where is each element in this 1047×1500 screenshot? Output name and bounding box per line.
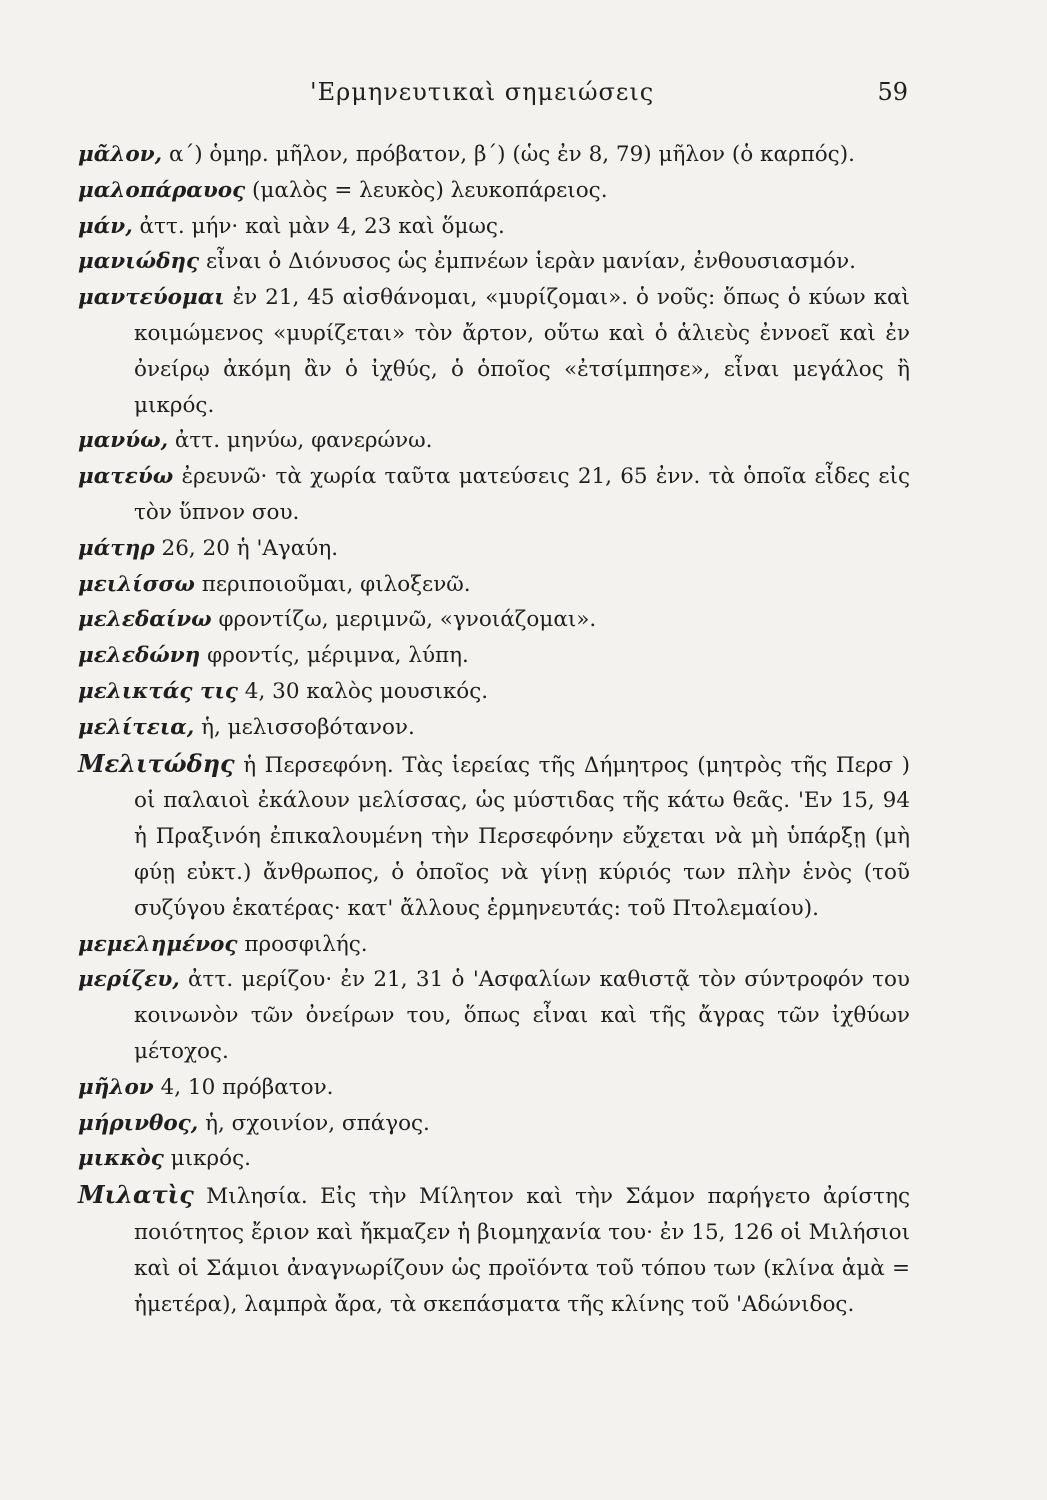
headword: ματεύω (78, 464, 174, 490)
glossary-entry-meilisso (78, 567, 910, 603)
definition: προσφιλής. (237, 931, 368, 957)
glossary-entry-mikkos (78, 1141, 910, 1177)
page-header (78, 78, 908, 118)
headword: μικκὸς (78, 1146, 164, 1172)
definition: ἡ Περσεφόνη. Τὰς ἱερείας τῆς Δήμητρος (μητρὸς τῆς Περσ ) οἱ παλαιοὶ ἐκάλουν μελίσσας, ὡς μύστιδας τῆς κάτω θεᾶς. 'Εν 15, 94 ἡ Πραξινόη ἐπικαλουμένη τὴν Περσεφόνην εὔχεται νὰ μὴ ὑπάρξῃ (μὴ φύῃ εὐκτ.) ἄνθρωπος, ὁ ὁποῖος νὰ γίνῃ κύριός των πλὴν ἑνὸς (τοῦ συζύγου ἑκατέρας· κατ' ἄλλους ἑρμηνευτάς: τοῦ Πτολεμαίου). (134, 752, 910, 921)
definition: 4, 10 πρόβατον. (153, 1074, 334, 1100)
definition: εἶναι ὁ Διόνυσος ὡς ἐμπνέων ἱερὰν μανίαν, ἐνθουσιασμόν. (199, 249, 856, 275)
glossary-entry-man (78, 209, 910, 245)
headword: μελικτάς τις (78, 678, 238, 704)
glossary-entry-meliktas (78, 674, 910, 710)
page-number: 59 (877, 78, 908, 106)
headword: μῆλον (78, 1074, 154, 1100)
glossary-entry-meliteia (78, 710, 910, 746)
glossary-entry-manteuomai (78, 280, 910, 423)
headword: μαντεύομαι (78, 285, 225, 311)
definition: ἡ, σχοινίον, σπάγος. (198, 1110, 430, 1136)
glossary-entry-meledaino (78, 602, 910, 638)
definition: μικρός. (163, 1146, 251, 1172)
glossary-entry-manyo (78, 423, 910, 459)
running-title: 'Ερμηνευτικαὶ σημειώσεις (310, 78, 655, 106)
glossary-entry-maloparavos (78, 173, 910, 209)
definition: ἐρευνῶ· τὰ χωρία ταῦτα ματεύσεις 21, 65 ἐνν. τὰ ὁποῖα εἶδες εἰς τὸν ὕπνον σου. (134, 464, 910, 525)
headword: μάν, (78, 213, 133, 239)
headword: μελεδαίνω (78, 607, 212, 633)
headword: μερίζευ, (78, 967, 180, 993)
glossary-entry-malon (78, 137, 910, 173)
headword: μαλοπάραυος (78, 177, 246, 203)
headword: μήρινθος, (78, 1110, 199, 1136)
definition: ἡ, μελισσοβότανον. (194, 714, 415, 740)
glossary-entry-memelimenos (78, 927, 910, 963)
definition: Μιλησία. Εἰς τὴν Μίλητον καὶ τὴν Σάμον παρήγετο ἀρίστης ποιότητος ἔριον καὶ ἤκμαζεν ἡ βιομηχανία του· ἐν 15, 126 οἱ Μιλήσιοι καὶ οἱ Σάμιοι ἀναγνωρίζουν ὡς προϊόντα τοῦ τόπου των (κλίνα ἁμὰ = ἡμετέρα), λαμπρὰ ἄρα, τὰ σκεπάσματα τῆς κλίνης τοῦ 'Αδώνιδος. (134, 1184, 910, 1317)
glossary-entry-mater (78, 531, 910, 567)
headword: μελίτεια, (78, 714, 195, 740)
definition: 26, 20 ἡ 'Αγαύη. (154, 535, 339, 561)
definition: φροντίς, μέριμνα, λύπη. (200, 643, 469, 669)
glossary-entry-merizeu (78, 962, 910, 1069)
headword: μάτηρ (78, 535, 155, 561)
definition: ἀττ. μήν· καὶ μὰν 4, 23 καὶ ὅμως. (132, 213, 505, 239)
glossary-entry-maniodis (78, 244, 910, 280)
definition: (μαλὸς = λευκὸς) λευκοπάρειος. (245, 177, 608, 203)
headword: μειλίσσω (78, 571, 195, 597)
glossary-entry-mirinthos (78, 1106, 910, 1142)
glossary-entry-milon (78, 1070, 910, 1106)
glossary-entry-meledoni (78, 638, 910, 674)
definition: 4, 30 καλὸς μουσικός. (237, 678, 489, 704)
definition: φροντίζω, μεριμνῶ, «γνοιάζομαι». (211, 607, 597, 633)
definition: α΄) ὁμηρ. μῆλον, πρόβατον, β΄) (ὡς ἐν 8, 79) μῆλον (ὁ καρπός). (162, 142, 855, 167)
headword: μᾶλον, (78, 142, 163, 167)
headword: Μιλατὶς (78, 1180, 194, 1210)
headword: Μελιτώδης (78, 748, 235, 778)
glossary-entry-melitodis (78, 746, 910, 927)
headword: μελεδώνη (78, 643, 201, 669)
headword: μανύω, (78, 428, 169, 454)
glossary-entry-mateuo (78, 459, 910, 531)
definition: ἀττ. μηνύω, φανερώνω. (168, 428, 433, 454)
headword: μεμελημένος (78, 931, 238, 957)
definition: περιποιοῦμαι, φιλοξενῶ. (194, 571, 471, 597)
definition: ἐν 21, 45 αἰσθάνομαι, «μυρίζομαι». ὁ νοῦς: ὅπως ὁ κύων καὶ κοιμώμενος «μυρίζεται» τὸν ἄρτον, οὕτω καὶ ὁ ἁλιεὺς ἐννοεῖ καὶ ἐν ὀνείρῳ ἀκόμη ἂν ὁ ἰχθύς, ὁ ὁποῖος «ἐτσίμπησε», εἶναι μεγάλος ἢ μικρός. (134, 285, 910, 418)
definition: ἀττ. μερίζου· ἐν 21, 31 ὁ 'Ασφαλίων καθιστᾷ τὸν σύντροφόν του κοινωνὸν τῶν ὀνείρων του, ὅπως εἶναι καὶ τῆς ἄγρας τῶν ἰχθύων μέτοχος. (134, 967, 910, 1064)
glossary-entry-milatis (78, 1177, 910, 1322)
glossary-entries (78, 137, 910, 1322)
headword: μανιώδης (78, 249, 200, 275)
